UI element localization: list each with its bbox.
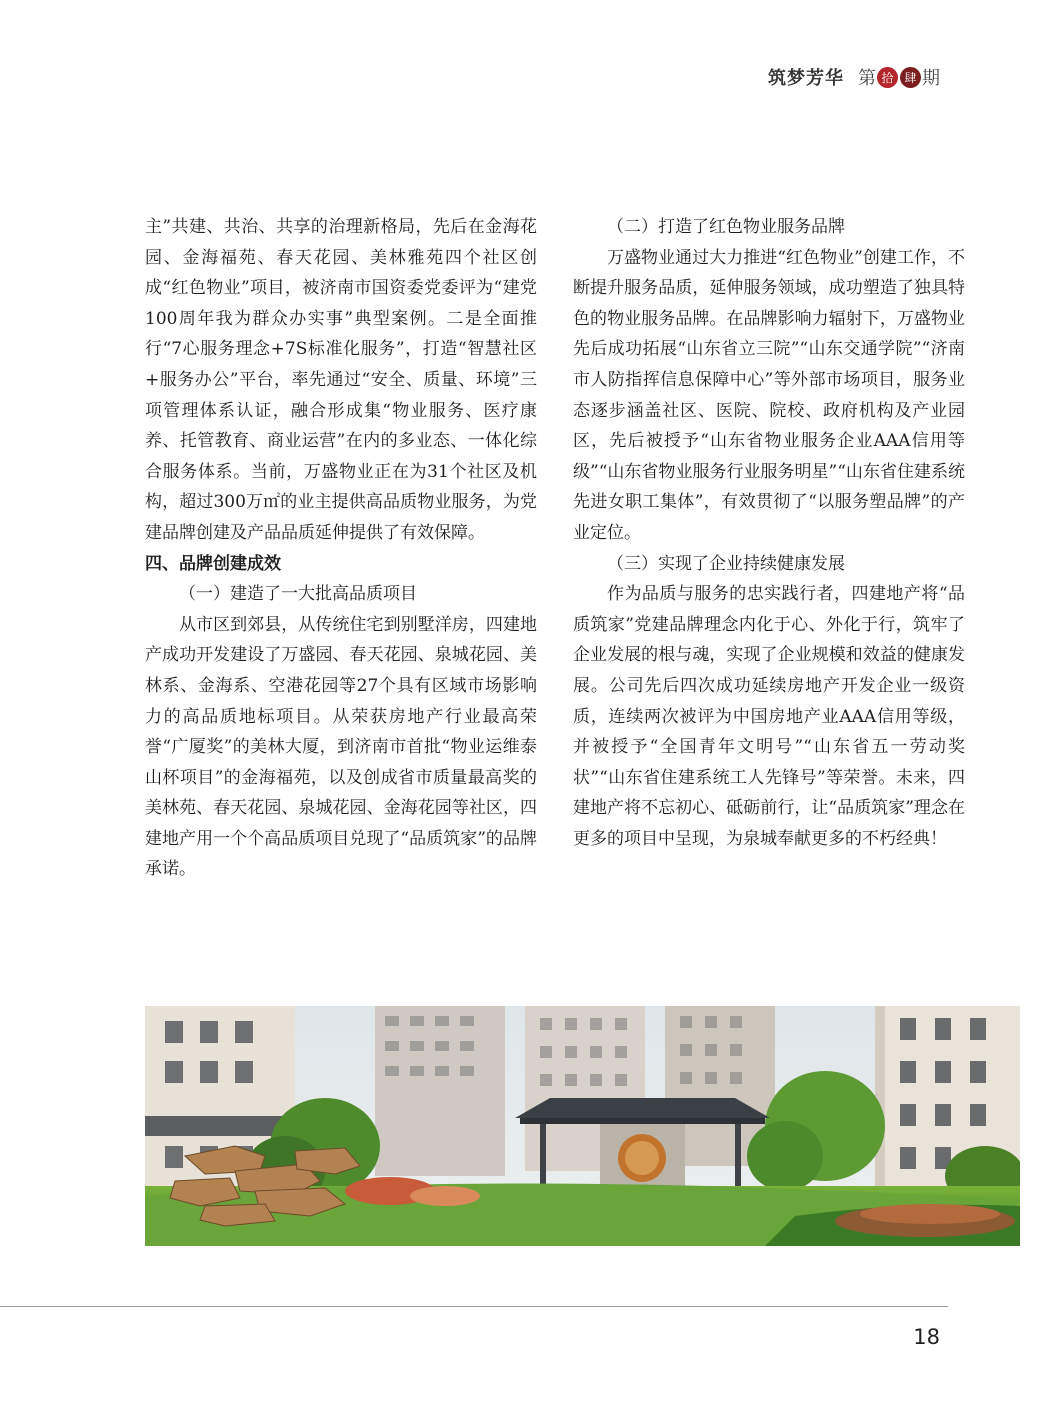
magazine-title: 筑梦芳华 — [768, 68, 844, 89]
subheading-3: （三）实现了企业持续健康发展 — [607, 553, 845, 574]
issue-number-char-1: 拾 — [877, 67, 898, 88]
subheading-2: （二）打造了红色物业服务品牌 — [607, 217, 845, 237]
issue-label — [858, 64, 940, 90]
issue-prefix: 第 — [858, 68, 876, 89]
paragraph-development: 作为品质与服务的忠实践行者，四建地产将“品质筑家”党建品牌理念内化于心、外化于行，筑牢了企业发展的根与魂，实现了企业规模和效益的健康发展。公司先后四次成功延续房地产开发企业一级资质，连续两次被评为中国房地产业AAA信用等级，并被授予“全国青年文明号”“山东省五一劳动奖状”“山东省住建系统工人先锋号”等荣誉。未来，四建地产将不忘初心、砥砺前行，让“品质筑家”理念在更多的项目中呈现，为泉城奉献更多的不朽经典！ — [573, 584, 965, 849]
paragraph-property-brand: 万盛物业通过大力推进“红色物业”创建工作，不断提升服务品质，延伸服务领域，成功塑造了独具特色的物业服务品牌。在品牌影响力辐射下，万盛物业先后成功拓展“山东省立三院”“山东交通学院”“济南市人防指挥信息保障中心”等外部市场项目，服务业态逐步涵盖社区、医院、院校、政府机构及产业园区，先后被授予“山东省物业服务企业AAA信用等级”“山东省物业服务行业服务明星”“山东省住建系统先进女职工集体”，有效贯彻了“以服务塑品牌”的产业定位。 — [573, 247, 965, 543]
issue-number-char-2: 肆 — [900, 67, 921, 88]
photo-illustration — [145, 1006, 1020, 1246]
right-column — [573, 212, 965, 854]
paragraph-continued: 主”共建、共治、共享的治理新格局，先后在金海花园、金海福苑、春天花园、美林雅苑四个社区创成“红色物业”项目，被济南市国资委党委评为“建党100周年我为群众办实事”典型案例。二是全面推行“7心服务理念+7S标准化服务”，打造“智慧社区+服务办公”平台，率先通过“安全、质量、环境”三项管理体系认证，融合形成集“物业服务、医疗康养、托管教育、商业运营”在内的多业态、一体化综合服务体系。当前，万盛物业正在为31个社区及机构，超过300万㎡的业主提供高品质物业服务，为党建品牌创建及产品品质延伸提供了有效保障。 — [145, 217, 537, 543]
issue-suffix: 期 — [922, 68, 940, 89]
subheading-1: （一）建造了一大批高品质项目 — [179, 584, 417, 605]
section-heading-4: 四、品牌创建成效 — [145, 553, 281, 574]
community-garden-photo — [145, 1006, 1020, 1246]
footer-divider — [0, 1306, 948, 1307]
left-column — [145, 212, 537, 885]
page-number: 18 — [913, 1325, 940, 1349]
page-header — [768, 64, 940, 90]
paragraph-projects: 从市区到郊县，从传统住宅到别墅洋房，四建地产成功开发建设了万盛园、春天花园、泉城花园、美林系、金海系、空港花园等27个具有区域市场影响力的高品质地标项目。从荣获房地产行业最高荣誉“广厦奖”的美林大厦，到济南市首批“物业运维泰山杯项目”的金海福苑，以及创成省市质量最高奖的美林苑、春天花园、泉城花园、金海花园等社区，四建地产用一个个高品质项目兑现了“品质筑家”的品牌承诺。 — [145, 614, 537, 880]
